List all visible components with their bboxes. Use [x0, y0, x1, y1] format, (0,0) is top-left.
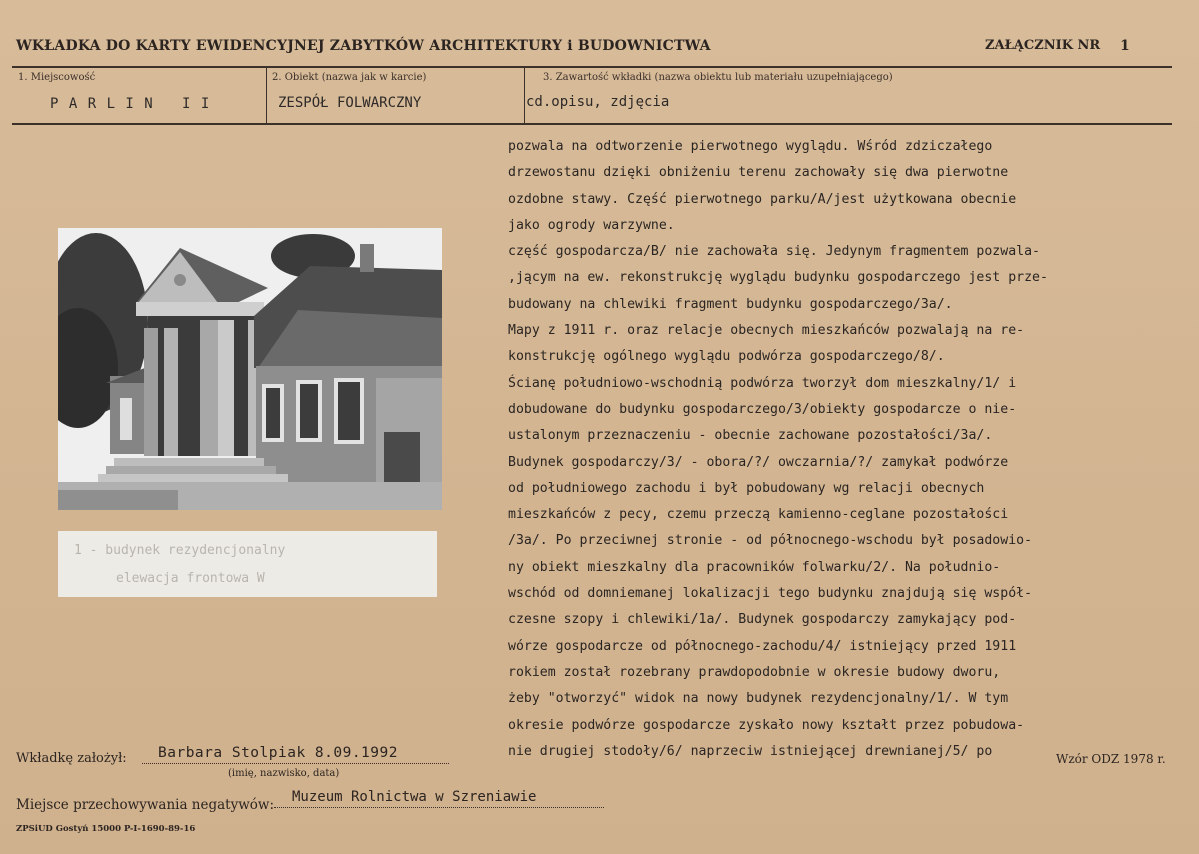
author-dotted-line	[142, 763, 449, 764]
attachment-number: 1	[1120, 38, 1130, 54]
form-model: Wzór ODZ 1978 r.	[1056, 752, 1166, 766]
photo-caption	[58, 531, 437, 597]
description-line: ,jącym na ew. rekonstrukcję wyglądu budynku gospodarczego jest prze-	[508, 270, 1048, 286]
caption-line-2: elewacja frontowa W	[116, 571, 265, 586]
field-divider-2	[524, 67, 525, 123]
object-label: 2. Obiekt (nazwa jak w karcie)	[272, 72, 427, 83]
description-line: żeby "otworzyć" widok na nowy budynek rezydencjonalny/1/. W tym	[508, 691, 1009, 707]
content-value: cd.opisu, zdjęcia	[526, 94, 670, 110]
description-line: rokiem został rozebrany prawdopodobnie w okresie budowy dworu,	[508, 664, 1001, 680]
description-text	[508, 134, 1188, 765]
print-info: ZPSiUD Gostyń 15000 P-I-1690-89-16	[16, 824, 196, 834]
description-line: od południowego zachodu i był pobudowany wg relacji obecnych	[508, 480, 985, 496]
header-rule-bottom	[12, 123, 1172, 125]
author-sublabel: (imię, nazwisko, data)	[228, 768, 340, 779]
description-line: budowany na chlewiki fragment budynku gospodarczego/3a/.	[508, 296, 953, 312]
header-rule-top	[12, 66, 1172, 68]
description-line: Budynek gospodarczy/3/ - obora/?/ owczarnia/?/ zamykał podwórze	[508, 454, 1009, 470]
negatives-value: Muzeum Rolnictwa w Szreniawie	[292, 789, 537, 805]
description-line: ozdobne stawy. Część pierwotnego parku/A/jest użytkowana obecnie	[508, 191, 1017, 207]
place-label: 1. Miejscowość	[18, 72, 96, 83]
description-line: konstrukcję ogólnego wyglądu podwórza gospodarczego/8/.	[508, 349, 945, 365]
content-label: 3. Zawartość wkładki (nazwa obiektu lub materiału uzupełniającego)	[543, 72, 893, 83]
description-line: Ścianę południowo-wschodnią podwórza tworzył dom mieszkalny/1/ i	[508, 375, 1017, 391]
description-line: ny obiekt mieszkalny dla pracowników folwarku/2/. Na południo-	[508, 559, 1001, 575]
negatives-dotted-line	[274, 807, 604, 808]
description-line: ustalonym przeznaczeniu - obecnie zachowane pozostałości/3a/.	[508, 428, 993, 444]
description-line: czesne szopy i chlewiki/1a/. Budynek gospodarczy zamykający pod-	[508, 612, 1017, 628]
place-value: P A R L I N I I	[50, 96, 211, 112]
negatives-label: Miejsce przechowywania negatywów:	[16, 797, 275, 813]
form-title: WKŁADKA DO KARTY EWIDENCYJNEJ ZABYTKÓW ARCHITEKTURY i BUDOWNICTWA	[16, 38, 711, 54]
description-line: jako ogrody warzywne.	[508, 217, 675, 233]
description-line: część gospodarcza/B/ nie zachowała się. Jedynym fragmentem pozwala-	[508, 244, 1040, 260]
object-value: ZESPÓŁ FOLWARCZNY	[278, 95, 422, 111]
description-line: dobudowane do budynku gospodarczego/3/obiekty gospodarcze o nie-	[508, 401, 1017, 417]
field-divider-1	[266, 67, 267, 123]
description-line: /3a/. Po przeciwnej stronie - od północnego-wschodu był posadowio-	[508, 533, 1033, 549]
description-line: wórze gospodarcze od północnego-zachodu/4/ istniejący przed 1911	[508, 638, 1017, 654]
author-value: Barbara Stolpiak 8.09.1992	[158, 745, 398, 761]
description-line: drzewostanu dzięki obniżeniu terenu zachowały się dwa pierwotne	[508, 165, 1009, 181]
description-line: Mapy z 1911 r. oraz relacje obecnych mieszkańców pozwalają na re-	[508, 323, 1025, 339]
building-photo	[58, 228, 442, 510]
caption-line-1: 1 - budynek rezydencjonalny	[74, 543, 286, 558]
description-line: okresie podwórze gospodarcze zyskało nowy kształt przez pobudowa-	[508, 717, 1025, 733]
description-line: mieszkańców z pecy, czemu przeczą kamienno-ceglane pozostałości	[508, 507, 1009, 523]
description-line: nie drugiej stodoły/6/ naprzeciw istniejącej drewnianej/5/ po	[508, 743, 993, 759]
description-line: pozwala na odtworzenie pierwotnego wyglądu. Wśród zdziczałego	[508, 139, 993, 154]
author-label: Wkładkę założył:	[16, 751, 127, 766]
attachment-label: ZAŁĄCZNIK NR	[985, 38, 1101, 53]
description-line: wschód od domniemanej lokalizacji tego budynku znajdują się współ-	[508, 586, 1033, 602]
